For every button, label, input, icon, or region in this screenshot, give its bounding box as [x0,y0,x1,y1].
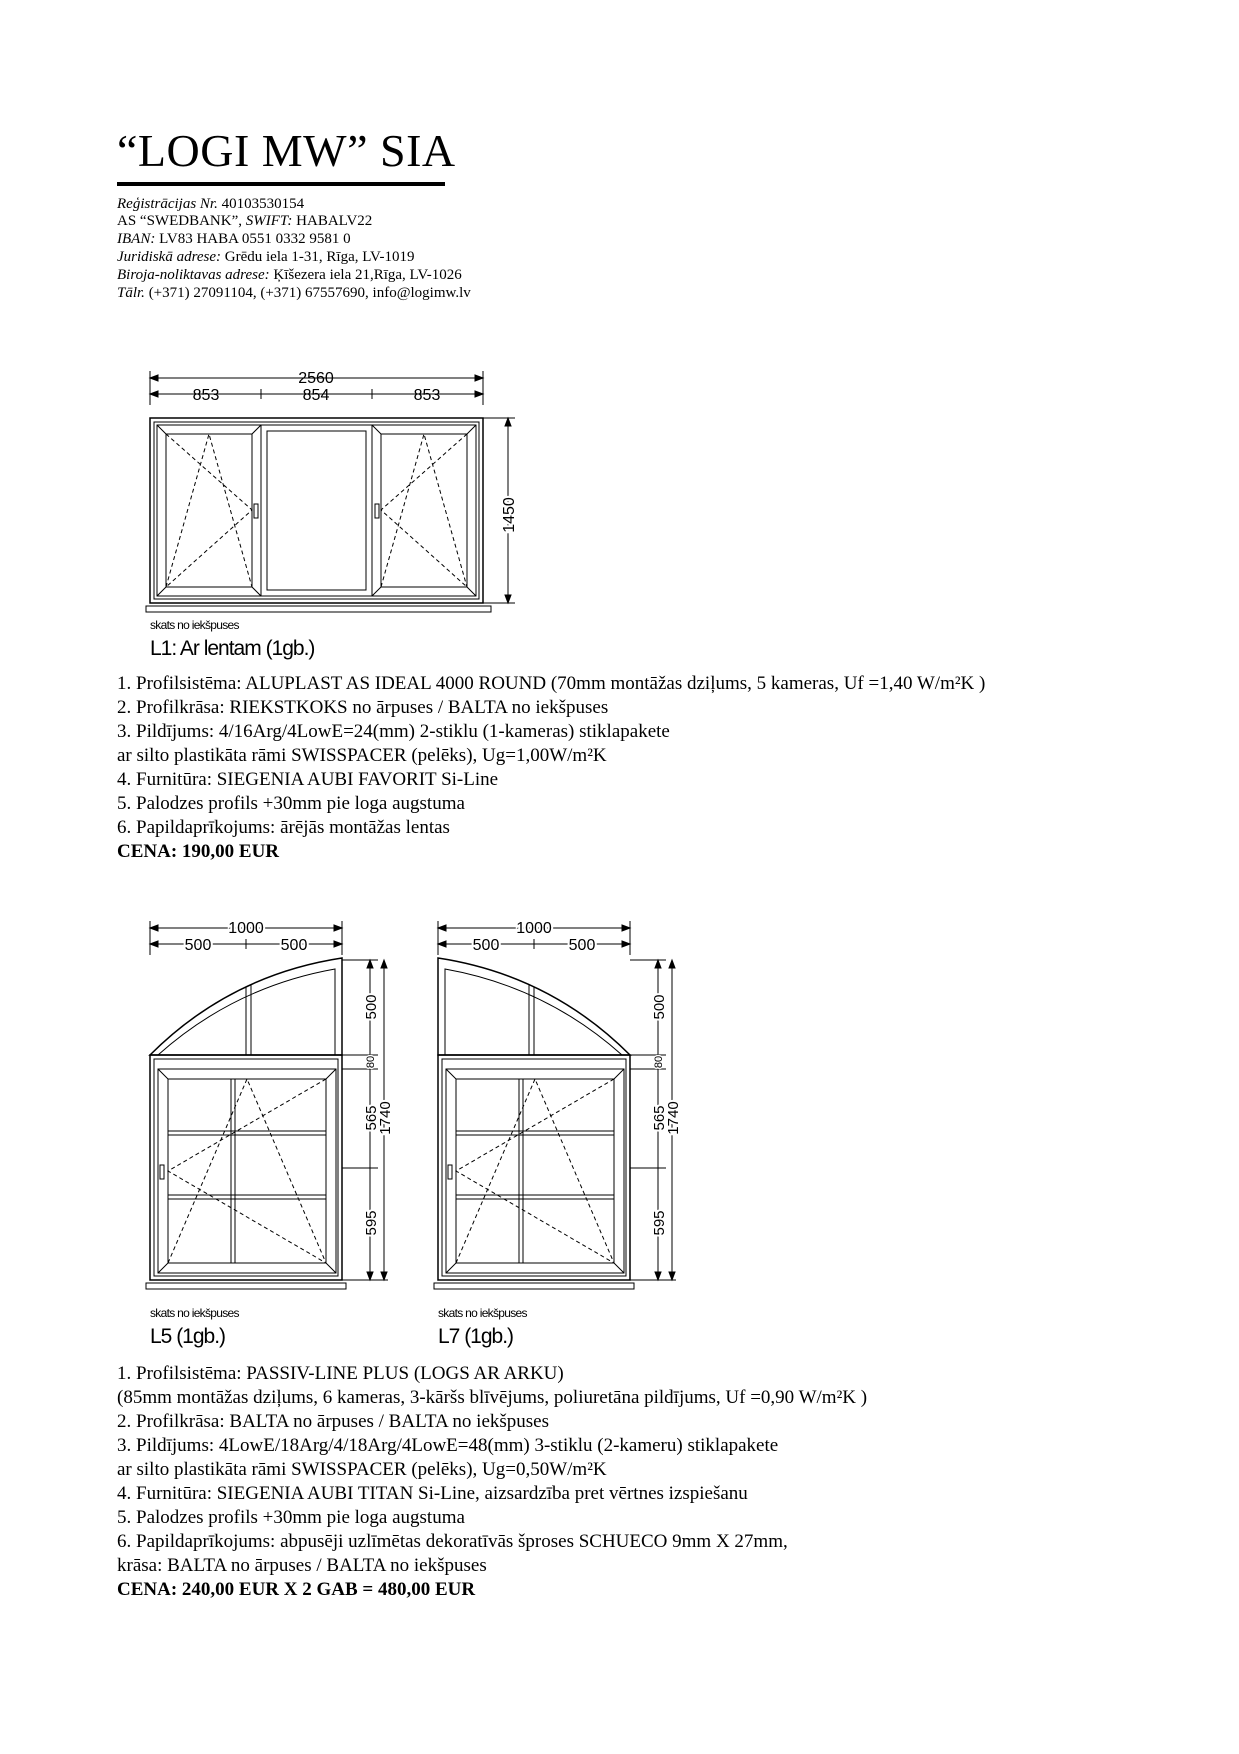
view-note-l7: skats no iekšpuses [438,1306,527,1320]
dim-l7-total-height: 1740 [665,1101,682,1135]
view-note-l1: skats no iekšpuses [150,618,239,632]
dim-l5-upper: 565 [363,1105,380,1131]
view-note-l5: skats no iekšpuses [150,1306,239,1320]
spec-l1-line-6: 5. Palodzes profils +30mm pie loga augstuma [117,793,465,814]
dim-l5-total: 1000 [228,920,264,937]
office-address-label: Biroja-noliktavas adrese: [117,267,270,283]
dim-l7-lower: 595 [651,1210,668,1236]
company-name: “LOGI MW” SIA [117,125,456,176]
dim-l1-right: 853 [413,387,441,404]
price-l5l7: CENA: 240,00 EUR X 2 GAB = 480,00 EUR [117,1579,476,1600]
dim-l5-lower: 595 [363,1210,380,1236]
phone-value: (+371) 27091104, (+371) 67557690, info@logimw.lv [144,285,471,301]
spec-l5l7-line-9: krāsa: BALTA no ārpuses / BALTA no iekšpuses [117,1555,487,1576]
iban-label: IBAN: [117,231,156,247]
price-l1: CENA: 190,00 EUR [117,841,280,862]
office-address-value: Ķīšezera iela 21,Rīga, LV-1026 [269,267,462,283]
registration-line [117,196,304,213]
swift-value: HABALV22 [292,213,373,229]
bank-value: AS “SWEDBANK”, [117,213,246,229]
legal-address-value: Grēdu iela 1-31, Rīga, LV-1019 [221,249,415,265]
legal-address-line [117,249,414,266]
iban-value: LV83 HABA 0551 0332 9581 0 [155,231,351,247]
spec-l5l7-line-4: 3. Pildījums: 4LowE/18Arg/4/18Arg/4LowE=48(mm) 3-stiklu (2-kameru) stiklapakete [117,1435,779,1456]
spec-l5l7-line-1: 1. Profilsistēma: PASSIV-LINE PLUS (LOGS AR ARKU) [117,1363,564,1384]
iban-line [117,231,351,248]
dim-l7-upper: 565 [651,1105,668,1131]
dim-l7-mid: 80 [653,1055,665,1069]
spec-l5l7-line-5: ar silto plastikāta rāmi SWISSPACER (pelēks), Ug=0,50W/m²K [117,1459,607,1480]
dim-l7-left: 500 [472,937,500,954]
company-underline [117,182,445,186]
spec-l5l7-line-7: 5. Palodzes profils +30mm pie loga augstuma [117,1507,465,1528]
spec-l1-line-3: 3. Pildījums: 4/16Arg/4LowE=24(mm) 2-stiklu (1-kameras) stiklapakete [117,721,670,742]
spec-l5l7-line-6: 4. Furnitūra: SIEGENIA AUBI TITAN Si-Line, aizsardzība pret vērtnes izspiešanu [117,1483,748,1504]
spec-l1-line-2: 2. Profilkrāsa: RIEKSTKOKS no ārpuses / BALTA no iekšpuses [117,697,609,718]
registration-label: Reģistrācijas Nr. [117,196,218,212]
dim-l5-total-height: 1740 [377,1101,394,1135]
dim-l7-right: 500 [568,937,596,954]
registration-value: 40103530154 [217,196,305,212]
caption-l7: L7 (1gb.) [438,1325,514,1348]
dim-l1-height: 1450 [501,497,518,533]
dim-l5-left: 500 [184,937,212,954]
spec-l1-line-7: 6. Papildaprīkojums: ārējās montāžas lentas [117,817,450,838]
caption-l1: L1: Ar lentam (1gb.) [150,637,315,660]
window-drawing-l1 [140,365,520,625]
caption-l5: L5 (1gb.) [150,1325,226,1348]
dim-l1-total: 2560 [298,370,334,387]
spec-l1-line-1: 1. Profilsistēma: ALUPLAST AS IDEAL 4000 ROUND (70mm montāžas dziļums, 5 kameras, Uf =1,40 W/m²K ) [117,673,986,694]
dim-l5-arch: 500 [363,994,380,1020]
phone-line [117,285,471,302]
dim-l1-middle: 854 [302,387,330,404]
window-drawing-l7 [428,915,688,1305]
dim-l7-total: 1000 [516,920,552,937]
spec-l1-line-4: ar silto plastikāta rāmi SWISSPACER (pelēks), Ug=1,00W/m²K [117,745,607,766]
spec-l1-line-5: 4. Furnitūra: SIEGENIA AUBI FAVORIT Si-Line [117,769,499,790]
phone-label: Tālr. [117,285,145,301]
dim-l5-right: 500 [280,937,308,954]
spec-l5l7-line-2: (85mm montāžas dziļums, 6 kameras, 3-kāršs blīvējums, poliuretāna pildījums, Uf =0,90 W/m²K ) [117,1387,868,1408]
dim-l1-left: 853 [192,387,220,404]
dim-l5-mid: 80 [365,1055,377,1069]
office-address-line [117,267,462,284]
spec-l5l7-line-8: 6. Papildaprīkojums: abpusēji uzlīmētas dekoratīvās šproses SCHUECO 9mm X 27mm, [117,1531,788,1552]
spec-l5l7-line-3: 2. Profilkrāsa: BALTA no ārpuses / BALTA no iekšpuses [117,1411,550,1432]
swift-label: SWIFT: [245,213,293,229]
legal-address-label: Juridiskā adrese: [117,249,222,265]
bank-line [117,213,372,230]
dim-l7-arch: 500 [651,994,668,1020]
window-drawing-l5 [140,915,400,1305]
